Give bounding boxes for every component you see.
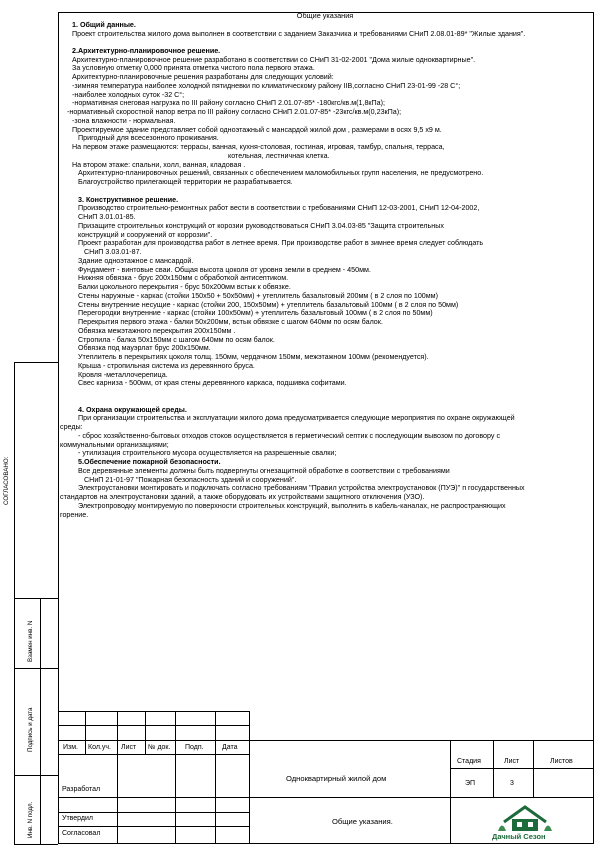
section-2 [60, 47, 590, 187]
text-line: Перекрытия первого этажа - балки 50х200мм, встык обвязке с шагом 640мм по осям балок. [78, 318, 383, 327]
company-logo-text: Дачный Сезон [492, 832, 546, 841]
section-3 [60, 196, 590, 389]
text-line: -наиболее холодных суток -32 С°; [72, 90, 185, 99]
stage-value: ЭП [465, 780, 476, 787]
sign-date-label: Подпись и дата [27, 707, 34, 752]
text-line: Проект разработан для производства работ в летнее время. При производстве работ в зимнее время следует соблюдать [78, 239, 484, 248]
text-line: горение. [60, 510, 89, 519]
text-line: Перегородки внутренние - каркас (стойки 100х50мм) + утеплитель базальтовый 100мм ( в 2 слоя по 50мм) [78, 309, 433, 318]
text-line: - утилизация строительного мусора осуществляется на разрешенные свалки; [78, 449, 337, 458]
text-line: Балки цокольного перекрытия - брус 50х200мм встык к обвязке. [78, 283, 291, 292]
text-line: Фундамент - винтовые сваи. Общая высота цоколя от уровня земли в среднем - 450мм. [78, 265, 371, 274]
text-line: среды: [60, 423, 83, 431]
section-1 [60, 21, 590, 39]
text-line: -нормативная снеговая нагрузка по III району согласно СНиП 2.01.07-85* -180кгс/кв.м(1,8кПа); [72, 99, 386, 108]
text-line: Обвязка под мауэрлат брус 200х150мм. [78, 344, 211, 353]
text-line: Архитектурно-планировочные решения разработаны для следующих условий: [72, 73, 334, 82]
section-heading: 3. Конструктивное решение. [78, 195, 179, 204]
agreed-label: СОГЛАСОВАНО: [3, 456, 10, 505]
text-line: Крыша - стропильная система из деревянного бруса. [78, 361, 255, 370]
section-4 [60, 406, 590, 459]
inv-orig-label: Инв. N подл. [27, 801, 34, 838]
text-line: Проектируемое здание представляет собой одноэтажный с мансардой жилой дом , размерами в осях 9,5 х9 м. [72, 125, 442, 134]
text-line: - сброс хозяйственно-бытовых отходов стоков осуществляется в герметический септик с последующим вывозом по договору с [78, 431, 501, 440]
sheet-value: 3 [510, 780, 514, 787]
sheet-title: Общие указания. [332, 817, 393, 826]
text-line: За условную отметку 0,000 принята отметка чистого пола первого этажа. [72, 64, 315, 73]
text-line: Утеплитель в перекрытиях цоколя толщ. 150мм, чердачном 150мм, межэтажном 100мм (рекомендуется). [78, 353, 429, 362]
text-line: котельная, лестничная клетка. [228, 151, 330, 160]
text-line: При организации строительства и эксплуатации жилого дома предусматривается следующие мероприятия по охране окружающей [78, 414, 515, 423]
col-header: № док. [148, 744, 171, 751]
text-line: Стены наружные - каркас (стойки 150х50 + 50х50мм) + утеплитель базальтовый 200мм ( в 2 слоя по 100мм) [78, 291, 438, 300]
text-line: -нормативный скоростной напор ветра по III району согласно СНиП 2.01.07-85* -23кгс/кв.м(0,23кПа); [67, 108, 402, 117]
stage-label: Стадия [457, 758, 481, 765]
general-notes [60, 12, 590, 712]
agreed-label: Согласовал [62, 830, 101, 837]
text-line: -зимняя температура наиболее холодной пятидневки по климатическому району IIВ,согласно СНиП 23-01-99 -28 С°; [72, 81, 461, 90]
text-line: Все деревянные элементы должны быть подвергнуты огнезащитной обработке в соответствии с требованиями [78, 466, 450, 475]
text-line: коммунальными организациями; [60, 440, 169, 449]
text-line: Проект строительства жилого дома выполнен в соответствии с заданием Заказчика и требованиями СНиП 2.08.01-89* "Жилые здания". [72, 29, 526, 38]
approved-label: Утвердил [62, 815, 93, 822]
text-line: Нижняя обвязка - брус 200х150мм с обработкой антисептиком. [78, 274, 289, 283]
text-line: стандартов на электроустановки зданий, а также оборудовать их устройствами защитного отключения (УЗО). [60, 493, 425, 501]
text-line: СНиП 3.03.01-87. [84, 248, 142, 257]
section-heading: 5.Обеспечение пожарной безопасности. [78, 458, 221, 466]
sheet-label: Лист [504, 758, 520, 765]
company-logo [490, 800, 560, 844]
text-line: Производство строительно-ремонтных работ вести в соответствии с требованиями СНиП 12-03-2001, СНиП 12-04-2002, [78, 204, 480, 213]
sheets-label: Листов [550, 758, 573, 765]
text-line: Стены внутренние несущие - каркас (стойки 200, 150х50мм) + утеплитель базальтовый 100мм ( в 2 слоя по 50мм) [78, 300, 459, 309]
col-header: Дата [222, 744, 238, 751]
section-heading: 2.Архитектурно-планировочное решение. [72, 46, 221, 55]
text-line: Обвязка межэтажного перекрытия 200х150мм . [78, 326, 236, 335]
developed-label: Разработал [62, 786, 101, 793]
text-line: -зона влажности - нормальная. [72, 116, 176, 125]
text-line: Архитектурно-планировочных решений, связанных с обеспечением маломобильных групп населения, не предусмотрено. [78, 169, 484, 178]
project-name: Одноквартирный жилой дом [286, 774, 387, 783]
text-line: На первом этаже размещаются: террасы, ванная, кухня-столовая, гостиная, игровая, тамбур, спальня, терраса, [72, 143, 445, 152]
col-header: Лист [121, 744, 137, 751]
text-line: На втором этаже: спальни, холл, ванная, кладовая . [72, 160, 246, 169]
col-header: Кол.уч. [88, 744, 111, 751]
text-line: Электропроводку монтируемую по поверхности строительных конструкций, выполнить в кабель-каналах, не распространяющих [78, 501, 506, 510]
section-heading: 1. Общий данные. [72, 20, 136, 29]
col-header: Подп. [185, 744, 204, 751]
text-line: Призащите строительных конструкций от корозии руководствоваться СНиП 3.04.03-85 "Защита строительных [78, 221, 444, 230]
text-line: Электроустановки монтировать и подключать согласно требованиям "Правил устройства электроустановок (ПУЭ)" п государственных [78, 484, 525, 493]
col-header: Изм. [63, 744, 78, 751]
text-line: Пригодный для всесезонного проживания. [78, 134, 219, 143]
text-line: Стропила - балка 50х150мм с шагом 640мм по осям балок. [78, 335, 275, 344]
text-line: СНиП 21-01-97 "Пожарная безопасность зданий и сооружений". [84, 475, 297, 484]
text-line: Кровля -металлочерепица. [78, 370, 168, 379]
text-line: Свес карниза - 500мм, от края стены деревянного каркаса, подшивка софитами. [78, 379, 347, 388]
text-line: СНиП 3.01.01-85. [78, 213, 136, 222]
text-line: Благоустройство прилегающей территории не разрабатывается. [78, 178, 293, 187]
inv-replace-label: Взамен инв. N [27, 620, 34, 662]
text-line: Архитектурно-планировочное решение разработано в соответствии со СНиП 31-02-2001 "Дома жилые одноквартирные". [72, 55, 476, 64]
text-line: конструкций и сооружений от коррозии". [78, 230, 213, 239]
text-line: Здание одноэтажное с мансардой. [78, 256, 194, 265]
section-heading: 4. Охрана окружающей среды. [78, 405, 187, 414]
section-5 [60, 458, 590, 519]
page-title: Общие указания [296, 11, 354, 20]
